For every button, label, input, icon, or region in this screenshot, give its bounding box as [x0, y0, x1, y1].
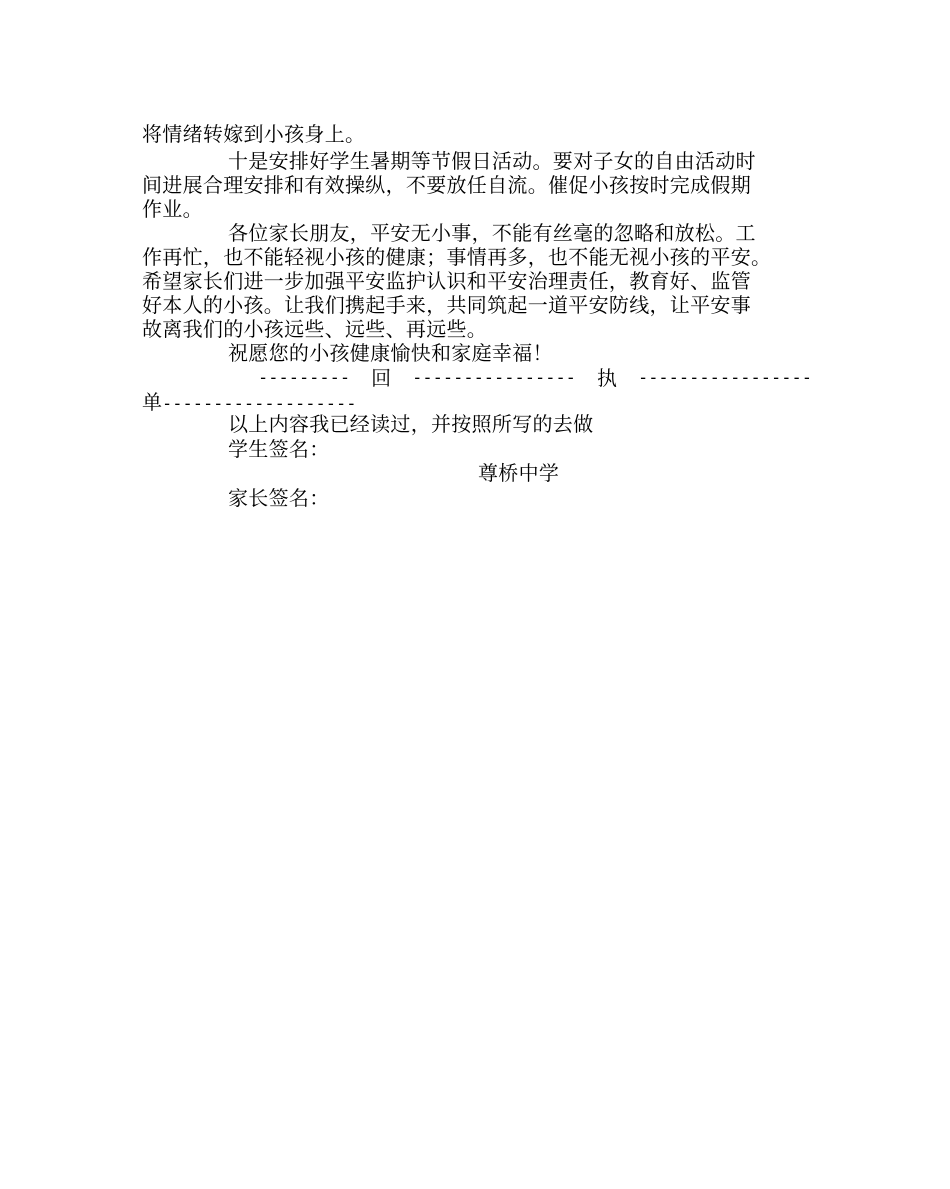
confirmation-statement: 以上内容我已经读过，并按照所写的去做: [228, 412, 594, 436]
receipt-char-hui: 回: [371, 366, 392, 390]
receipt-char-dan: 单: [142, 390, 162, 414]
paragraph-10-line-1: 十是安排好学生暑期等节假日活动。要对子女的自由活动时: [228, 149, 756, 173]
receipt-char-zhi: 执: [596, 366, 617, 390]
student-signature-label: 学生签名：: [228, 437, 330, 461]
paragraph-11-line-3: 希望家长们进一步加强平安监护认识和平安治理责任，教育好、监管: [142, 269, 751, 293]
paragraph-11-line-4: 好本人的小孩。让我们携起手来，共同筑起一道平安防线，让平安事: [142, 293, 751, 317]
paragraph-10-line-2: 间进展合理安排和有效操纵，不要放任自流。催促小孩按时完成假期: [142, 173, 751, 197]
divider-dashes: ---------: [258, 368, 351, 388]
paragraph-10-line-3: 作业。: [142, 197, 203, 221]
divider-dashes: -------------------: [162, 394, 357, 414]
divider-dashes: ----------------: [412, 368, 576, 388]
school-name: 尊桥中学: [478, 461, 560, 485]
paragraph-11-line-1: 各位家长朋友，平安无小事，不能有丝毫的忽略和放松。工: [228, 221, 756, 245]
divider-dashes: -----------------: [637, 368, 812, 388]
closing-wish: 祝愿您的小孩健康愉快和家庭幸福！: [228, 341, 553, 365]
parent-signature-label: 家长签名：: [228, 486, 330, 510]
paragraph-line: 将情绪转嫁到小孩身上。: [142, 122, 366, 146]
receipt-divider: [258, 366, 812, 390]
paragraph-11-line-5: 故离我们的小孩远些、远些、再远些。: [142, 317, 488, 341]
paragraph-11-line-2: 作再忙，也不能轻视小孩的健康；事情再多，也不能无视小孩的平安。: [142, 245, 772, 269]
